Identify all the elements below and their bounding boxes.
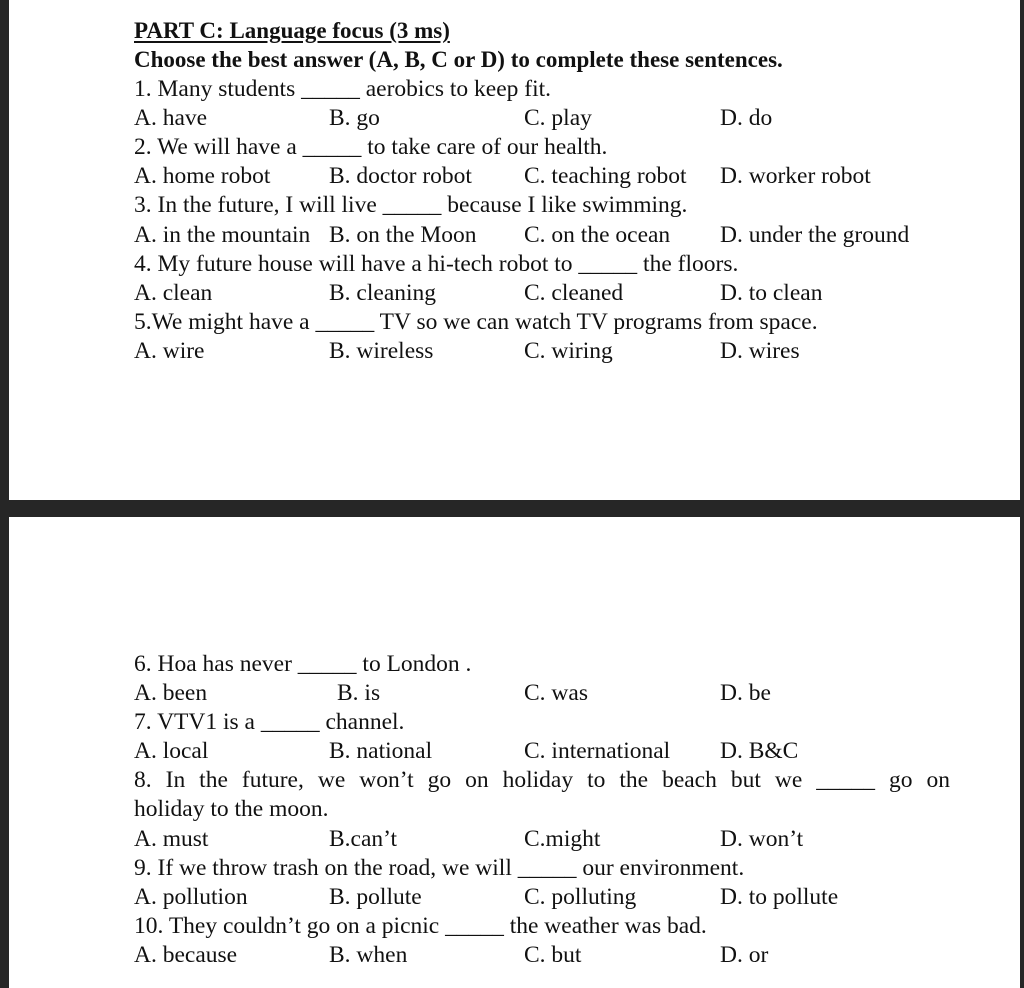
option-c: C.might <box>524 826 601 852</box>
question-5-stem: 5.We might have a _____ TV so we can watch TV programs from space. <box>134 309 818 335</box>
option-d: D. B&C <box>720 738 799 764</box>
option-c: C. was <box>524 680 588 706</box>
option-b: B. go <box>329 105 380 131</box>
option-d: D. wires <box>720 338 800 364</box>
option-b: B. doctor robot <box>329 163 472 189</box>
option-c: C. cleaned <box>524 280 624 306</box>
option-d: D. be <box>720 680 771 706</box>
option-d: D. won’t <box>720 826 804 852</box>
option-a: A. in the mountain <box>134 222 311 248</box>
option-a: A. because <box>134 942 238 968</box>
option-b: B. pollute <box>329 884 422 910</box>
question-9-stem: 9. If we throw trash on the road, we will _____ our environment. <box>134 855 745 881</box>
question-4-stem: 4. My future house will have a hi-tech robot to _____ the floors. <box>134 251 739 277</box>
option-d: D. to pollute <box>720 884 839 910</box>
question-6-stem: 6. Hoa has never _____ to London . <box>134 651 472 677</box>
question-3-stem: 3. In the future, I will live _____ because I like swimming. <box>134 192 688 218</box>
instruction: Choose the best answer (A, B, C or D) to complete these sentences. <box>134 47 783 72</box>
option-a: A. clean <box>134 280 213 306</box>
option-a: A. been <box>134 680 208 706</box>
option-d: D. worker robot <box>720 163 871 189</box>
part-title: PART C: Language focus (3 ms) <box>134 18 450 43</box>
page-separator <box>0 500 1024 517</box>
option-c: C. play <box>524 105 592 131</box>
option-b: B. on the Moon <box>329 222 477 248</box>
option-a: A. wire <box>134 338 205 364</box>
option-d: D. under the ground <box>720 222 910 248</box>
option-d: D. to clean <box>720 280 823 306</box>
option-a: A. pollution <box>134 884 248 910</box>
question-2-stem: 2. We will have a _____ to take care of our health. <box>134 134 608 160</box>
option-c: C. but <box>524 942 582 968</box>
option-a: A. have <box>134 105 208 131</box>
right-page-edge <box>1020 0 1024 988</box>
option-c: C. teaching robot <box>524 163 687 189</box>
question-1-stem: 1. Many students _____ aerobics to keep fit. <box>134 76 552 102</box>
option-c: C. on the ocean <box>524 222 671 248</box>
option-c: C. wiring <box>524 338 613 364</box>
option-b: B. cleaning <box>329 280 437 306</box>
option-b: B. wireless <box>329 338 434 364</box>
left-page-edge <box>0 0 9 988</box>
option-c: C. polluting <box>524 884 637 910</box>
question-10-stem: 10. They couldn’t go on a picnic _____ the weather was bad. <box>134 913 707 939</box>
question-7-stem: 7. VTV1 is a _____ channel. <box>134 709 405 735</box>
option-d: D. or <box>720 942 769 968</box>
option-a: A. must <box>134 826 209 852</box>
option-b: B. is <box>337 680 381 706</box>
option-d: D. do <box>720 105 773 131</box>
option-c: C. international <box>524 738 671 764</box>
option-b: B.can’t <box>329 826 398 852</box>
option-b: B. when <box>329 942 408 968</box>
question-8-stem-continued: holiday to the moon. <box>134 796 329 822</box>
option-a: A. home robot <box>134 163 271 189</box>
option-b: B. national <box>329 738 433 764</box>
question-8-stem: 8. In the future, we won’t go on holiday to the beach but we _____ go on <box>134 767 950 793</box>
option-a: A. local <box>134 738 209 764</box>
